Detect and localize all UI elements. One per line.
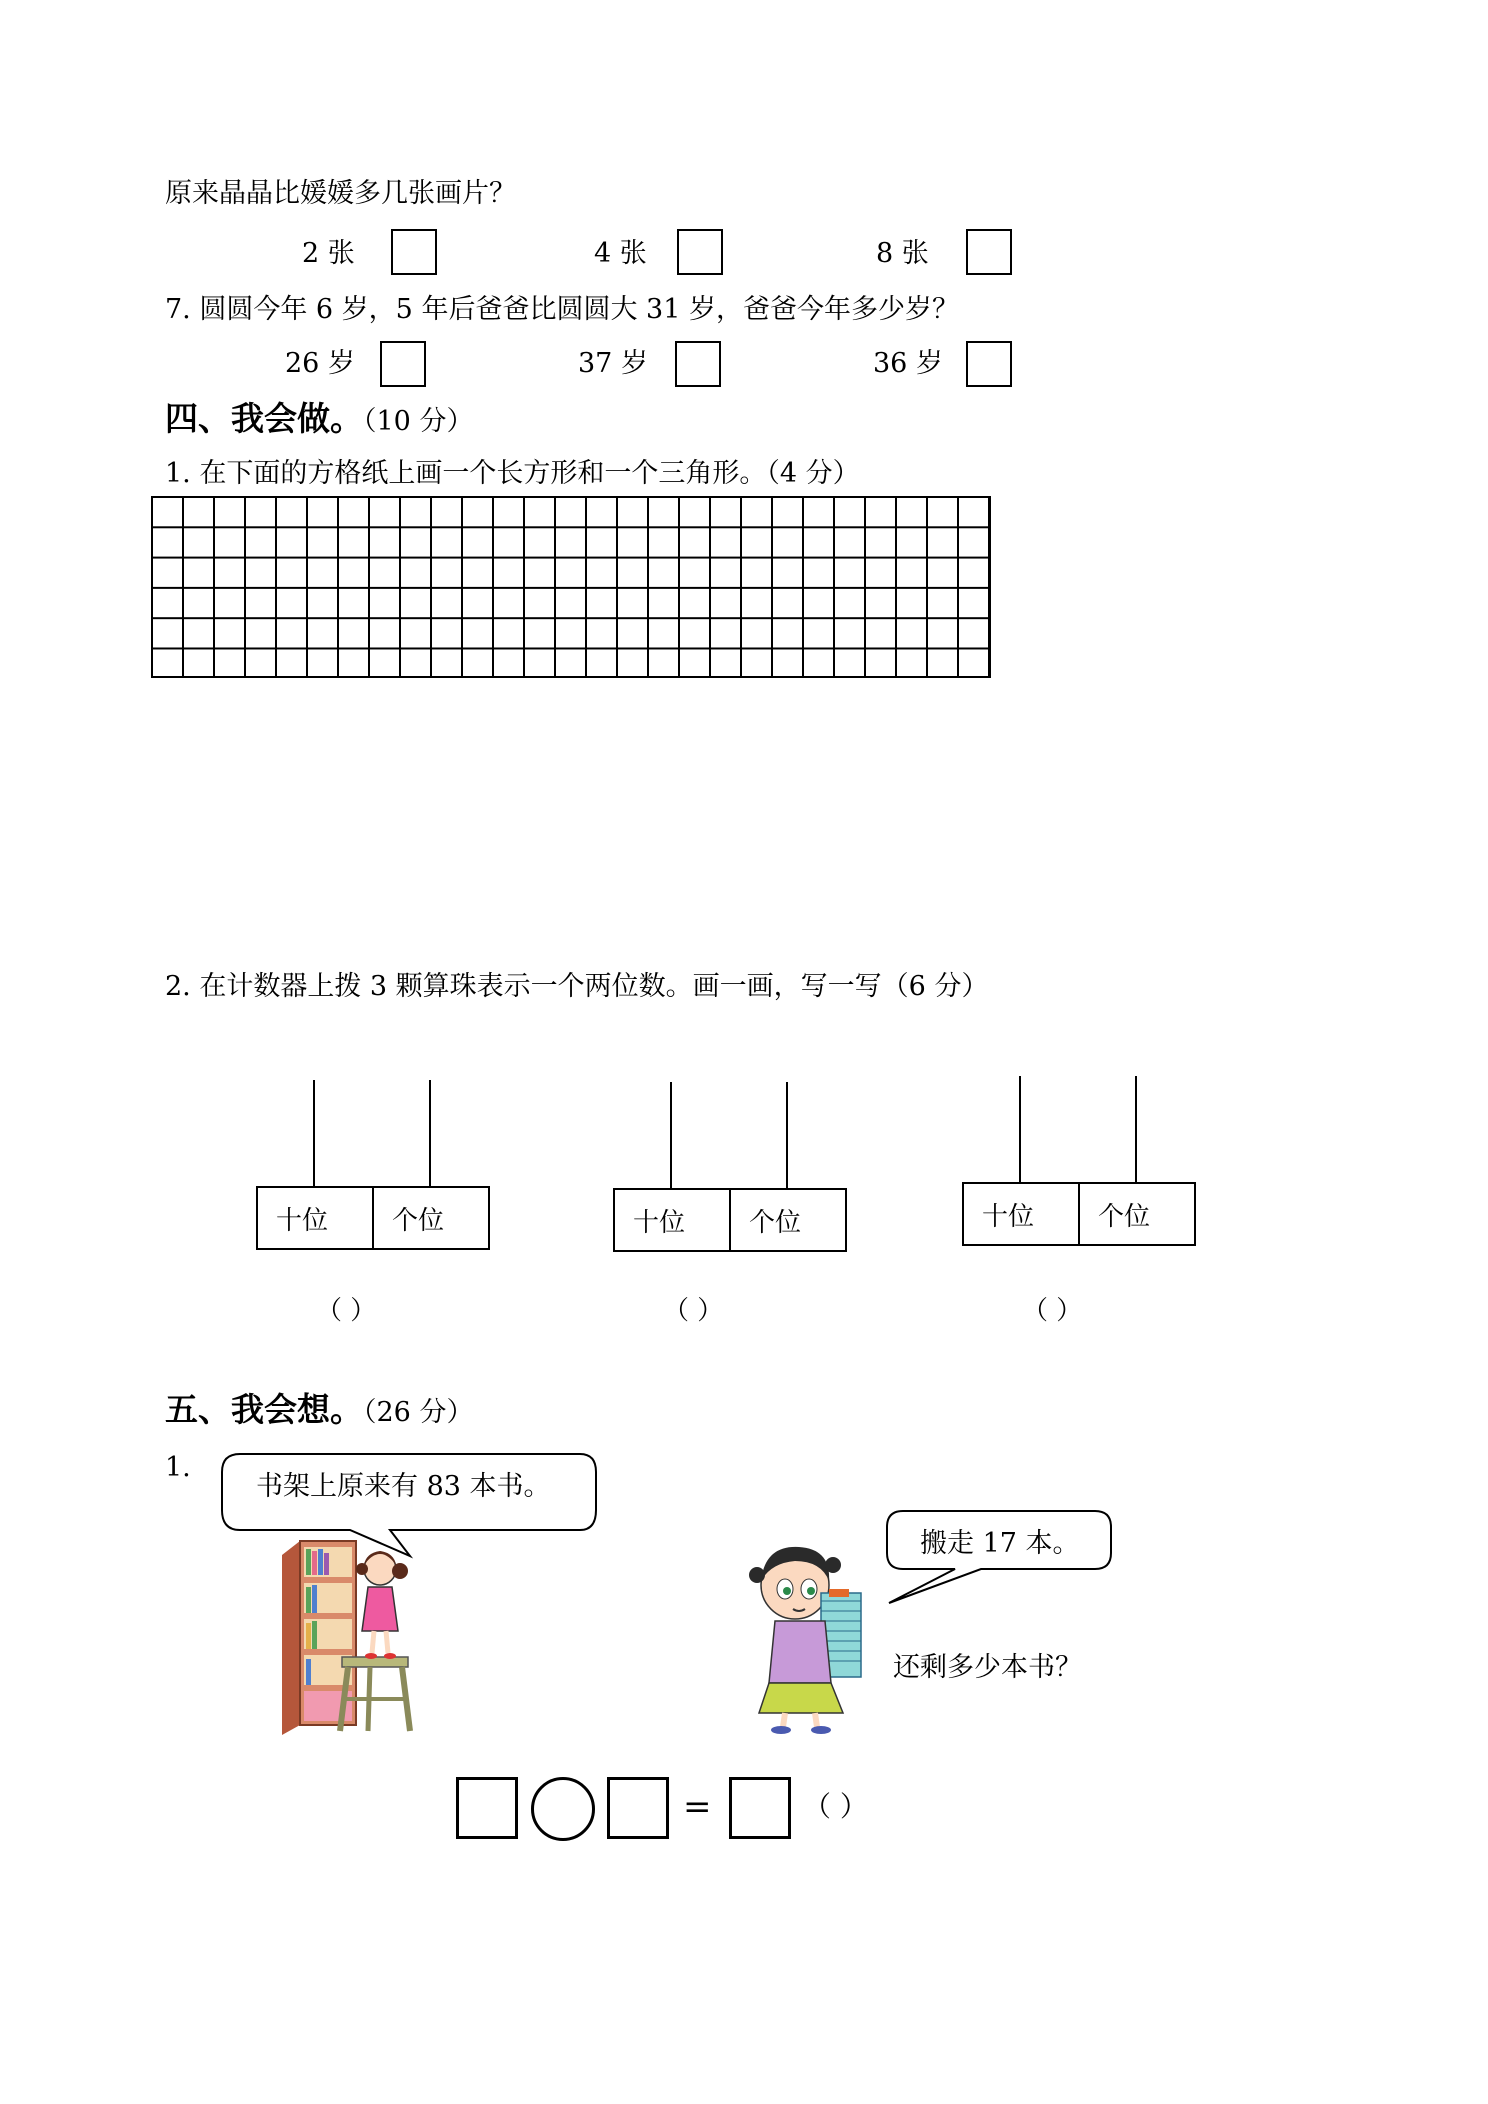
section-5-heading <box>165 1390 474 1429</box>
equals-sign: = <box>683 1787 712 1827</box>
equation-box-2[interactable] <box>607 1777 669 1839</box>
section-5-q1-number: 1. <box>165 1452 191 1483</box>
section-5-points: （26 分） <box>363 1397 474 1428</box>
abacus-3[interactable] <box>962 1076 1196 1246</box>
abacus-1-ones-rod <box>429 1080 431 1188</box>
section-4-q1-text: 1. 在下面的方格纸上画一个长方形和一个三角形。（4 分） <box>165 458 860 489</box>
abacus-1-ones-label: 个位 <box>372 1188 488 1248</box>
q6-option-1-box[interactable] <box>391 229 437 275</box>
grid-paper[interactable] <box>151 496 991 678</box>
equation-operator-circle[interactable] <box>531 1777 595 1841</box>
abacus-3-tens-rod <box>1019 1076 1021 1184</box>
abacus-3-ones-rod <box>1135 1076 1137 1184</box>
bubble-2-text: 搬走 17 本。 <box>920 1528 1080 1559</box>
bubble-1-text: 书架上原来有 83 本书。 <box>256 1471 551 1502</box>
equation-result-box[interactable] <box>729 1777 791 1839</box>
abacus-3-answer-blank[interactable]: （ ） <box>1022 1296 1083 1326</box>
section-4-title: 四、我会做。 <box>165 399 363 438</box>
section-4-points: （10 分） <box>363 406 474 437</box>
q7-option-3-box[interactable] <box>966 341 1012 387</box>
abacus-1-tens-rod <box>313 1080 315 1188</box>
abacus-3-ones-label: 个位 <box>1078 1184 1194 1244</box>
abacus-3-base <box>962 1182 1196 1246</box>
q6-option-1-label: 2 张 <box>302 238 355 269</box>
q6-option-3-box[interactable] <box>966 229 1012 275</box>
bookshelf-girl-illustration <box>270 1535 440 1735</box>
q7-option-2-box[interactable] <box>675 341 721 387</box>
section-4-heading <box>165 399 474 438</box>
abacus-1-base <box>256 1186 490 1250</box>
q7-option-1-box[interactable] <box>380 341 426 387</box>
abacus-2-ones-rod <box>786 1082 788 1190</box>
q6-option-2-box[interactable] <box>677 229 723 275</box>
abacus-2-ones-label: 个位 <box>729 1190 845 1250</box>
q7-option-2-label: 37 岁 <box>578 348 648 379</box>
section-5-title: 五、我会想。 <box>165 1390 363 1429</box>
q6-option-3-label: 8 张 <box>876 238 929 269</box>
abacus-2-tens-label: 十位 <box>633 1207 686 1238</box>
abacus-2[interactable] <box>613 1082 847 1252</box>
abacus-2-base <box>613 1188 847 1252</box>
unit-answer-blank[interactable]: （ ） <box>803 1790 868 1823</box>
equation-box-1[interactable] <box>456 1777 518 1839</box>
q6-option-2-label: 4 张 <box>594 238 647 269</box>
q7-question-line: 7. 圆圆今年 6 岁，5 年后爸爸比圆圆大 31 岁，爸爸今年多少岁？ <box>165 294 959 325</box>
abacus-2-answer-blank[interactable]: （ ） <box>663 1296 724 1326</box>
abacus-1-answer-blank[interactable]: （ ） <box>316 1296 377 1326</box>
abacus-1-tens-label: 十位 <box>276 1205 329 1236</box>
abacus-3-tens-label: 十位 <box>982 1201 1035 1232</box>
abacus-1[interactable] <box>256 1080 490 1250</box>
girl-carrying-books-illustration <box>735 1535 885 1735</box>
abacus-2-tens-rod <box>670 1082 672 1190</box>
q7-option-3-label: 36 岁 <box>873 348 943 379</box>
q6-question-line: 原来晶晶比媛媛多几张画片？ <box>165 178 516 209</box>
remaining-books-question: 还剩多少本书？ <box>893 1652 1082 1683</box>
section-4-q2-text: 2. 在计数器上拨 3 颗算珠表示一个两位数。画一画，写一写（6 分） <box>165 971 989 1002</box>
q7-option-1-label: 26 岁 <box>285 348 355 379</box>
